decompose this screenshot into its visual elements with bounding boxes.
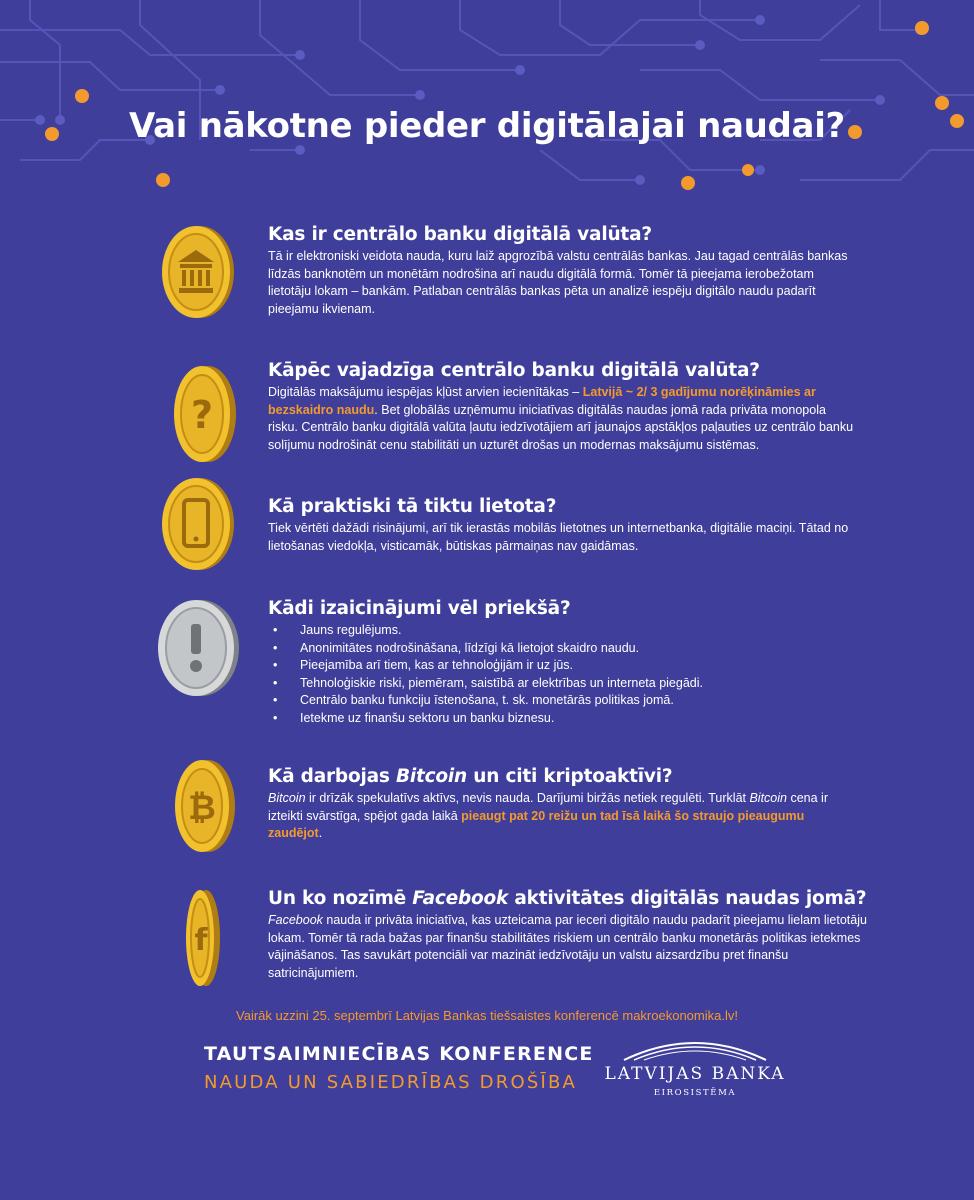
body-emphasis: Bitcoin	[749, 791, 787, 805]
section-facebook	[268, 888, 868, 982]
list-item: • Jauns regulējums.	[268, 622, 858, 640]
bitcoin-icon	[170, 756, 238, 856]
section-body: Tiek vērtēti dažādi risinājumi, arī tik ierastās mobilās lietotnes un internetbanka, digitālie maciņi. Tātad no lietošanas viedokļa, visticamāk, būtiskas pārmaiņas nav gaidāmas.	[268, 521, 849, 553]
page-title: Vai nākotne pieder digitālajai naudai?	[129, 106, 845, 146]
conference-subtitle: NAUDA UN SABIEDRĪBAS DROŠĪBA	[204, 1072, 578, 1093]
coin-question	[168, 362, 238, 466]
body-text: .	[318, 826, 323, 840]
mobile-phone-icon	[160, 474, 236, 574]
coin-facebook	[180, 886, 224, 990]
exclamation-mark-icon	[154, 596, 240, 700]
list-item: • Centrālo banku funkciju īstenošana, t. sk. monetārās politikas jomā.	[268, 692, 858, 710]
highlight-text: Latvijā ~ 2/ 3 gadījumu norēķināmies ar bezskaidro naudu	[268, 385, 816, 417]
section-challenges	[268, 598, 858, 727]
list-item: • Pieejamība arī tiem, kas ar tehnoloģijām ir uz jūs.	[268, 657, 858, 675]
section-practical-use	[268, 496, 858, 555]
coin-bank	[160, 222, 236, 322]
section-bitcoin	[268, 766, 858, 843]
body-emphasis: Facebook	[268, 913, 323, 927]
body-text: Digitālās maksājumu iespējas kļūst arvien iecienītākas –	[268, 385, 583, 399]
section-heading: Kā praktiski tā tiktu lietota?	[268, 496, 557, 517]
body-text: nauda ir privāta iniciatīva, kas uzteicama par ieceri digitālo naudu padarīt pieejamu lielam lietotāju lokam. Tomēr tā rada bažas par finanšu stabilitātes riskiem un centrālo banku monetārās politikas ietekmes vājināšanos. Tas savukārt potenciāli var mazināt iedzīvotāju un valstu aizsardzību pret finanšu satricinājumiem.	[268, 913, 867, 980]
bank-building-icon	[160, 222, 236, 322]
body-text: . Bet globālās uzņēmumu iniciatīvas digitālās naudas jomā rada privāta monopola risku. Centrālo banku digitālā valūta ļautu iedzīvotājiem arī jaunajos apstākļos paļauties uz centrālo banku solījumu nodrošināt cenu stabilitāti un uzturēt drošas un modernas maksājumu sistēmas.	[268, 402, 854, 452]
question-mark-icon	[168, 362, 238, 466]
list-item: • Tehnoloģiskie riski, piemēram, saistībā ar elektrības un interneta piegādi.	[268, 675, 858, 693]
section-heading: Kāpēc vajadzīga centrālo banku digitālā valūta?	[268, 360, 760, 381]
body-text: cena ir izteikti svārstīga, spējot gada laikā	[268, 791, 828, 823]
highlight-text: pieaugt pat 20 reižu un tad īsā laikā šo straujo pieaugumu zaudējot	[268, 808, 805, 840]
heading-emphasis: Facebook	[412, 888, 509, 909]
section-body: Tā ir elektroniski veidota nauda, kuru laiž apgrozībā valstu centrālās bankas. Jau tagad centrālās bankas līdzās banknotēm un monētām nodrošina arī naudu digitālā formā. Tomēr tā pieejama ierobežotam lietotāju lokam – bankām. Patlaban centrālās bankas pēta un analizē iespēju digitālo naudu padarīt pieejamu ikvienam.	[268, 249, 848, 316]
heading-text: aktivitātes digitālās naudas jomā?	[508, 888, 867, 909]
section-what-is-cbdc	[268, 224, 858, 318]
dome-arc-icon	[600, 1036, 790, 1062]
body-emphasis: Bitcoin	[268, 791, 306, 805]
body-text: ir drīzāk spekulatīvs aktīvs, nevis nauda. Darījumi biržās netiek regulēti. Turklāt	[305, 791, 750, 805]
heading-emphasis: Bitcoin	[395, 766, 468, 787]
section-why-cbdc	[268, 360, 858, 454]
bank-name: LATVIJAS BANKA	[604, 1064, 786, 1084]
list-item: • Ietekme uz finanšu sektoru un banku biznesu.	[268, 710, 858, 728]
coin-bitcoin	[170, 756, 238, 856]
section-body	[268, 912, 868, 982]
challenges-list	[268, 622, 858, 727]
coin-exclamation	[154, 596, 240, 700]
coin-phone	[160, 474, 236, 574]
svg-text:f: f	[194, 923, 208, 958]
facebook-icon	[180, 886, 224, 990]
section-heading: Kādi izaicinājumi vēl priekšā?	[268, 598, 571, 619]
heading-text: Kā darbojas	[268, 766, 396, 787]
svg-text:?: ?	[190, 393, 214, 437]
heading-text: Un ko nozīmē	[268, 888, 413, 909]
section-body	[268, 384, 858, 454]
latvijas-banka-logo	[600, 1036, 790, 1106]
list-item: • Anonimitātes nodrošināšana, līdzīgi kā lietojot skaidro naudu.	[268, 640, 858, 658]
more-info-text: Vairāk uzzini 25. septembrī Latvijas Bankas tiešsaistes konferencē makroekonomika.lv!	[236, 1008, 738, 1023]
circuit-background	[0, 0, 974, 200]
section-heading	[268, 766, 858, 787]
section-body	[268, 790, 858, 843]
bank-subtitle: EIROSISTĒMA	[653, 1088, 737, 1098]
section-heading: Kas ir centrālo banku digitālā valūta?	[268, 224, 652, 245]
heading-text: un citi kriptoaktīvi?	[467, 766, 673, 787]
section-heading	[268, 888, 868, 909]
conference-title: TAUTSAIMNIECĪBAS KONFERENCE	[204, 1043, 594, 1065]
svg-text:₿: ₿	[188, 788, 216, 828]
